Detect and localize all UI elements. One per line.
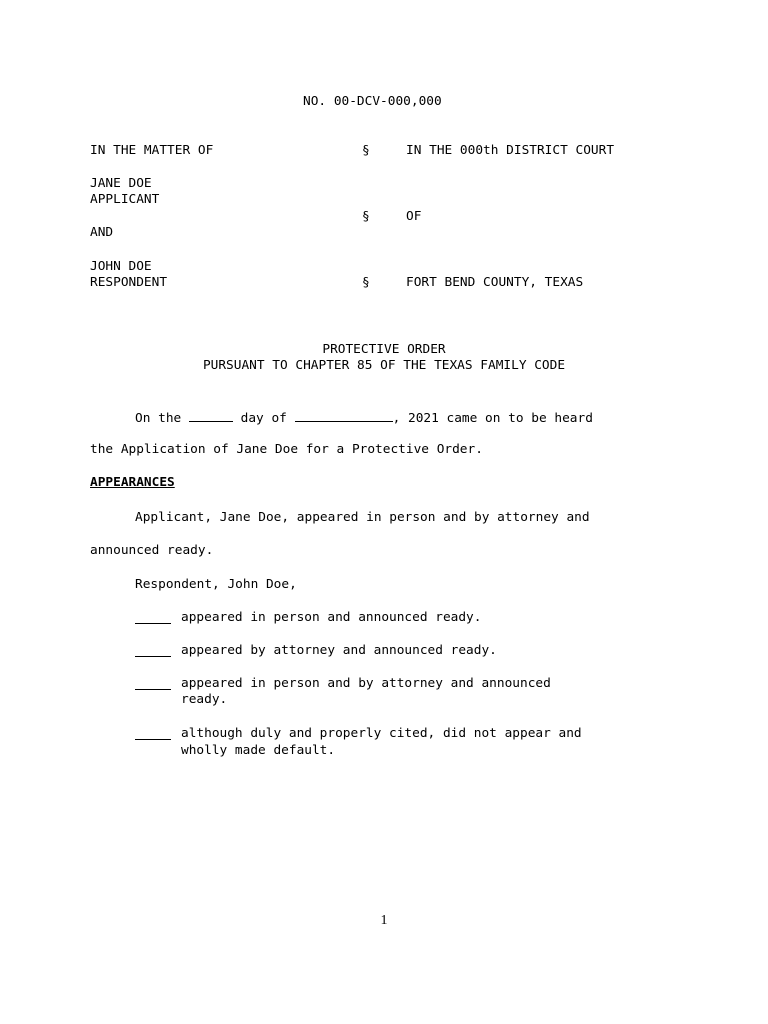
respondent-intro: Respondent, John Doe, [135,577,297,592]
caption-and: AND [90,225,114,240]
applicant-appearance-line-2: announced ready. [90,543,214,558]
option-text: appeared by attorney and announced ready. [181,643,497,658]
section-symbol: § [362,143,370,158]
applicant-appearance-line-1: Applicant, Jane Doe, appeared in person and by attorney and [135,510,590,525]
caption-respondent-role: RESPONDENT [90,275,168,290]
intro-line [135,408,593,427]
appearances-heading: APPEARANCES [90,475,175,490]
caption-of: OF [406,209,422,224]
option-checkbox-blank[interactable] [135,726,171,740]
option-checkbox-blank[interactable] [135,643,171,657]
option-text-continued: wholly made default. [181,743,336,758]
option-text: although duly and properly cited, did not appear and [181,726,582,741]
case-number: NO. 00-DCV-000,000 [303,94,442,109]
option-checkbox-blank[interactable] [135,676,171,690]
day-blank[interactable] [189,408,233,422]
intro-text: day of [232,411,295,426]
document-subtitle: PURSUANT TO CHAPTER 85 OF THE TEXAS FAMILY CODE [202,358,566,373]
intro-text: , 2021 came on to be heard [392,411,593,426]
caption-respondent-name: JOHN DOE [90,259,152,274]
month-blank[interactable] [295,408,393,422]
section-symbol: § [362,275,370,290]
intro-text: On the [135,411,189,426]
option-checkbox-blank[interactable] [135,610,171,624]
caption-court: IN THE 000th DISTRICT COURT [406,143,615,158]
page-number: 1 [380,913,388,928]
caption-applicant-name: JANE DOE [90,176,152,191]
document-title: PROTECTIVE ORDER [322,342,446,357]
caption-applicant-role: APPLICANT [90,192,160,207]
intro-line-2: the Application of Jane Doe for a Protective Order. [90,442,483,457]
section-symbol: § [362,209,370,224]
option-text: appeared in person and by attorney and announced [181,676,551,691]
caption-matter: IN THE MATTER OF [90,143,214,158]
caption-county: FORT BEND COUNTY, TEXAS [406,275,584,290]
option-text-continued: ready. [181,692,228,707]
option-text: appeared in person and announced ready. [181,610,482,625]
